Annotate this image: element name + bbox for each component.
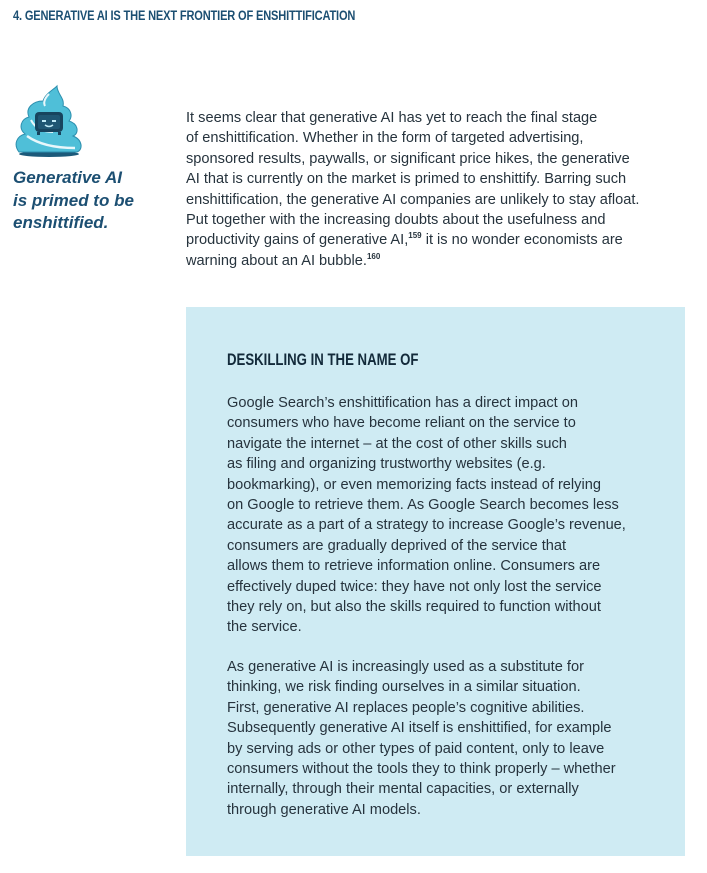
text-line: sponsored results, paywalls, or significant price hikes, the generative [186, 150, 630, 167]
text-line: Google Search’s enshittification has a direct impact on [227, 395, 578, 411]
box-paragraph-1 [227, 393, 677, 638]
text-line: through generative AI models. [227, 801, 421, 818]
text-line: effectively duped twice: they have not only lost the service [227, 578, 602, 595]
box-title: DESKILLING IN THE NAME OF [227, 351, 419, 369]
text-line: Subsequently generative AI itself is enshittified, for example [227, 720, 612, 737]
text-line: Put together with the increasing doubts about the usefulness and [186, 212, 606, 229]
text-line: consumers are gradually deprived of the service that [227, 537, 567, 554]
text-line: allows them to retrieve information online. Consumers are [227, 558, 601, 575]
sidebar-box [186, 307, 685, 856]
text-line: they rely on, but also the skills required to function without [227, 599, 601, 616]
text-line: thinking, we risk finding ourselves in a similar situation. [227, 679, 581, 696]
text-line: bookmarking), or even memorizing facts instead of relying [227, 476, 601, 493]
text-line: enshittification, the generative AI companies are unlikely to stay afloat. [186, 191, 640, 208]
pull-quote-line: Generative AI [13, 168, 122, 187]
text-line [186, 251, 686, 271]
text-line: consumers without the tools they to think properly – whether [227, 761, 616, 778]
footnote-ref-159[interactable]: 159 [408, 231, 422, 241]
text-line: As generative AI is increasingly used as a substitute for [227, 659, 584, 675]
text-line: internally, through their mental capacities, or externally [227, 781, 579, 798]
footnote-ref-160[interactable]: 160 [366, 251, 381, 261]
text-line: First, generative AI replaces people’s cognitive abilities. [227, 699, 585, 716]
pull-quote-line: enshittified. [13, 213, 109, 232]
text-line [186, 230, 686, 250]
section-title: 4. GENERATIVE AI IS THE NEXT FRONTIER OF ENSHITTIFICATION [13, 8, 356, 23]
text-line: consumers who have become reliant on the service to [227, 415, 576, 432]
intro-paragraph [186, 108, 686, 271]
pull-quote-line: is primed to be [13, 190, 134, 210]
text-line: by serving ads or other types of paid content, only to leave [227, 740, 605, 757]
text-segment: productivity gains of generative AI, [186, 232, 409, 249]
text-segment: warning about an AI bubble. [186, 252, 367, 269]
robot-poop-mascot-icon [13, 84, 85, 158]
text-line: as filing and organizing trustworthy websites (e.g. [227, 456, 546, 473]
text-line: on Google to retrieve them. As Google Search becomes less [227, 497, 619, 514]
text-line: the service. [227, 619, 302, 636]
text-line: navigate the internet – at the cost of other skills such [227, 435, 567, 452]
box-paragraph-2 [227, 657, 677, 820]
text-segment: it is no wonder economists are [421, 232, 623, 249]
text-line: of enshittification. Whether in the form of targeted advertising, [186, 130, 584, 147]
text-line: It seems clear that generative AI has yet to reach the final stage [186, 110, 598, 126]
text-line: accurate as a part of a strategy to increase Google’s revenue, [227, 517, 626, 534]
text-line: AI that is currently on the market is primed to enshittify. Barring such [186, 171, 627, 188]
pull-quote [13, 167, 173, 235]
